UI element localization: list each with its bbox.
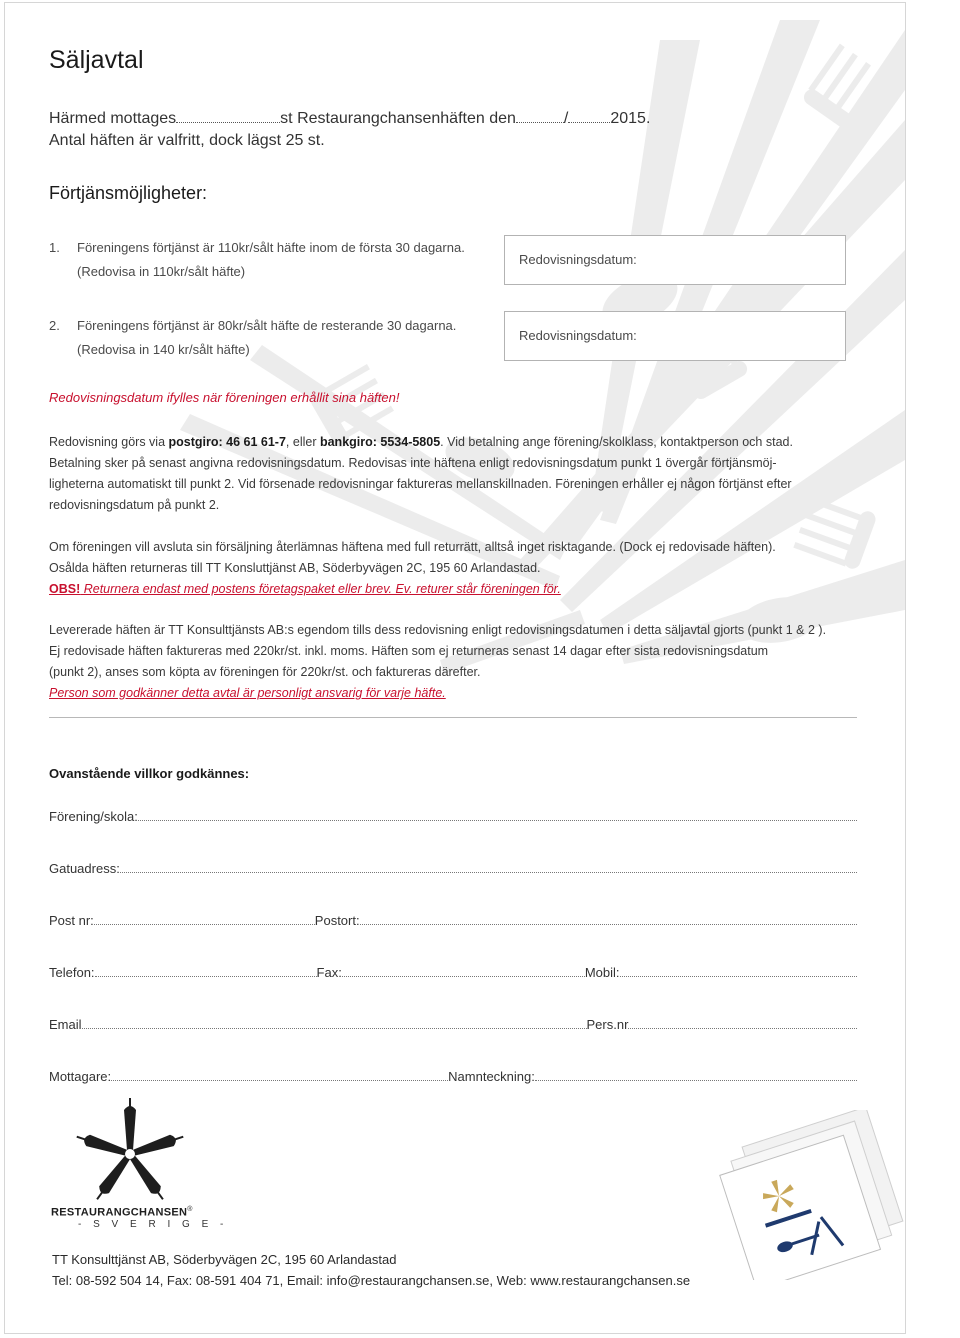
text: Redovisning görs via [49, 435, 169, 449]
earnings-item-2 [49, 318, 456, 333]
cancel-paragraph [49, 537, 879, 600]
earnings-item-2-sub: (Redovisa in 140 kr/sålt häfte) [77, 342, 250, 357]
association-field-row [49, 806, 857, 824]
report-date-box-1[interactable]: Redovisningsdatum: [504, 235, 846, 285]
street-label: Gatuadress: [49, 861, 120, 876]
delivery-line-1: Levererade häften är TT Konsulttjänsts AB:s egendom tills dess redovisning enligt redovisningsdatumen i detta säljavtal gjorts (punkt 1 & 2 ). [49, 623, 827, 637]
item-text: Föreningens förtjänst är 110kr/sålt häfte inom de första 30 dagarna. [77, 240, 465, 255]
email-label: Email [49, 1017, 82, 1032]
street-field-row [49, 858, 857, 876]
cancel-line-3 [49, 579, 879, 600]
signature-label: Namnteckning: [448, 1069, 535, 1084]
text: , eller [285, 435, 320, 449]
payment-line-1 [49, 432, 879, 453]
intro-text-received: Härmed mottages [49, 110, 177, 127]
phone-field-row [49, 962, 857, 980]
report-date-box-2[interactable]: Redovisningsdatum: [504, 311, 846, 361]
postal-code-field[interactable] [94, 924, 315, 925]
personal-number-field[interactable] [628, 1028, 857, 1029]
email-field[interactable] [82, 1028, 587, 1029]
association-label: Förening/skola: [49, 809, 138, 824]
restaurangchansen-logo-icon [70, 1096, 190, 1200]
city-label: Postort: [314, 913, 360, 928]
delivery-line-2: Ej redovisade häften faktureras med 220kr/st. inkl. moms. Häften som ej returneras senast 14 dagar efter sista redovisningsdatum [49, 644, 769, 658]
registered-mark: ® [187, 1206, 193, 1213]
fax-label: Fax: [316, 965, 342, 980]
accept-heading: Ovanstående villkor godkännes: [49, 766, 250, 781]
street-field[interactable] [120, 872, 857, 873]
recipient-field[interactable] [111, 1080, 448, 1081]
date-separator: / [563, 110, 569, 127]
footer-address: TT Konsulttjänst AB, Söderbyvägen 2C, 195 60 Arlandastad [52, 1252, 397, 1267]
obs-text: Returnera endast med postens företagspaket eller brev. Ev. returer står föreningen för. [80, 582, 561, 596]
item-number: 2. [49, 318, 60, 333]
earnings-item-1-sub: (Redovisa in 110kr/sålt häfte) [77, 264, 246, 279]
postal-code-label: Post nr: [49, 913, 94, 928]
brand-subtitle: - S V E R I G E - [78, 1219, 228, 1230]
payment-line-2: Betalning sker på senast angivna redovisningsdatum. Redovisas inte häftena enligt redovisningsdatum punkt 1 övergår förtjänsmöj- [49, 456, 777, 470]
intro-line-1 [49, 108, 650, 128]
signature-field[interactable] [535, 1080, 857, 1081]
intro-text-booklets: st Restaurangchansenhäften den [280, 110, 516, 127]
count-blank[interactable] [176, 108, 280, 123]
postal-field-row [49, 910, 857, 928]
phone-field[interactable] [95, 976, 317, 977]
mobile-field[interactable] [620, 976, 857, 977]
recipient-field-row [49, 1066, 857, 1084]
report-date-note: Redovisningsdatum ifylles när föreningen erhållit sina häften! [49, 390, 400, 405]
delivery-line-4: Person som godkänner detta avtal är personligt ansvarig för varje häfte. [49, 686, 446, 700]
postgiro-number: postgiro: 46 61 61-7 [168, 435, 286, 449]
divider [49, 717, 857, 718]
brand-name [51, 1206, 193, 1219]
phone-label: Telefon: [49, 965, 95, 980]
email-field-row [49, 1014, 857, 1032]
intro-line-2: Antal häften är valfritt, dock lägst 25 st. [49, 132, 325, 149]
obs-label: OBS! [49, 582, 81, 596]
delivery-paragraph [49, 620, 879, 704]
item-number: 1. [49, 240, 60, 255]
recipient-label: Mottagare: [49, 1069, 112, 1084]
fax-field[interactable] [342, 976, 585, 977]
intro-year: 2015. [610, 110, 651, 127]
mobile-label: Mobil: [584, 965, 620, 980]
item-text: Föreningens förtjänst är 80kr/sålt häfte de resterande 30 dagarna. [77, 318, 457, 333]
association-field[interactable] [138, 820, 857, 821]
footer-contact: Tel: 08-592 504 14, Fax: 08-591 404 71, Email: info@restaurangchansen.se, Web: www.restaurangchansen.se [52, 1273, 691, 1288]
text: . Vid betalning ange förening/skolklass, kontaktperson och stad. [440, 435, 793, 449]
delivery-line-3: (punkt 2), anses som köpta av föreningen för 220kr/st. och faktureras därefter. [49, 665, 481, 679]
month-blank[interactable] [568, 108, 610, 123]
cancel-line-1: Om föreningen vill avsluta sin försäljning återlämnas häftena med full returrätt, alltså inget risktagande. (Dock ej redovisade häften). [49, 540, 776, 554]
bankgiro-number: bankgiro: 5534-5805 [319, 435, 441, 449]
payment-line-4: redovisningsdatum på punkt 2. [49, 498, 220, 512]
personal-number-label: Pers.nr [586, 1017, 629, 1032]
day-blank[interactable] [516, 108, 564, 123]
city-field[interactable] [360, 924, 857, 925]
payment-line-3: ligheterna automatiskt till punkt 2. Vid försenade redovisningar faktureras mellanskillnaden. Föreningen erhåller ej någon förtjänst efter [49, 477, 792, 491]
page-title: Säljavtal [49, 46, 144, 74]
cancel-line-2: Osålda häften returneras till TT Konsluttjänst AB, Söderbyvägen 2C, 195 60 Arlandastad. [49, 561, 541, 575]
earnings-heading: Förtjänsmöjligheter: [49, 183, 208, 203]
payment-paragraph [49, 432, 879, 516]
booklet-stack-image [700, 1110, 910, 1280]
brand-text: RESTAURANGCHANSEN [51, 1206, 188, 1219]
earnings-item-1 [49, 240, 465, 255]
